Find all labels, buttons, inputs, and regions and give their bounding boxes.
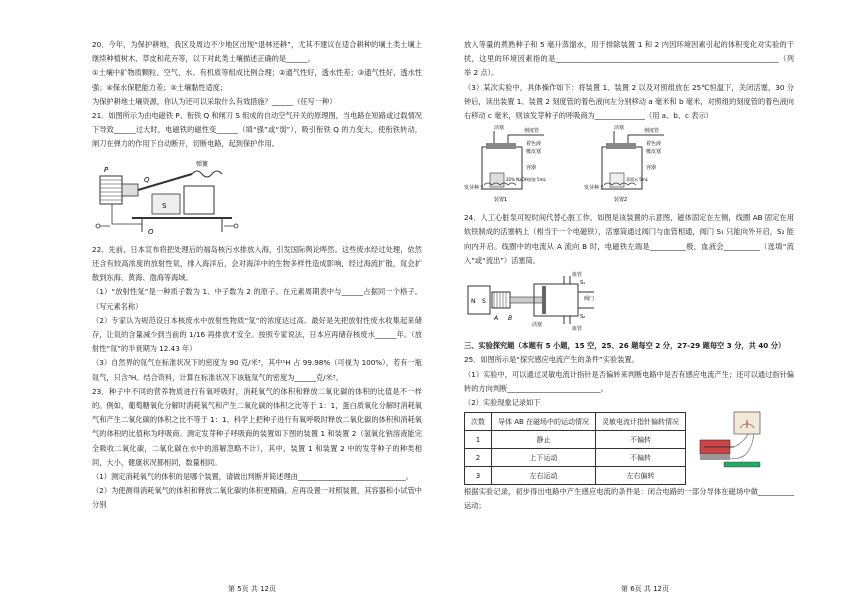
d2-caption: 装置2 bbox=[614, 197, 628, 204]
pump-label-s2: S₂ bbox=[580, 314, 586, 321]
q25-table-row bbox=[464, 410, 794, 485]
table-row bbox=[465, 449, 686, 467]
q20-options: ①土壤中矿物质颗粒、空气、水、有机质等组成比例合理；②通气性好，透水性差；③通气性好，透水性强；④保水保肥能力差；⑤土壤黏性适度； bbox=[92, 68, 422, 92]
table-header: 灵敏电流计指针偏转情况 bbox=[596, 413, 686, 431]
table-header: 导体 AB 在磁场中的运动情况 bbox=[492, 413, 596, 431]
left-column bbox=[92, 38, 422, 513]
galvanometer-setup-illustration bbox=[694, 410, 764, 472]
page-footer-left: 第 5页 共 12页 bbox=[227, 585, 277, 593]
label-P: P bbox=[104, 165, 109, 174]
table-row bbox=[465, 467, 686, 485]
label-spring: 弹簧 bbox=[196, 160, 209, 168]
d2-label-dye: 着色液 bbox=[646, 141, 662, 148]
q21-text: 21．如图所示为由电磁铁 P、衔铁 Q 和闸刀 S 组成的自动空气开关的原理图，当电路在短路或过载情况下导致______过大时，电磁铁的磁性变______（填“强”或“弱”），吸引衔铁 Q 的力变大，使衔铁转动，闸刀在弹力的作用下自动断开，切断电路，起到保护作用。 bbox=[92, 111, 422, 149]
d1-caption: 装置1 bbox=[494, 197, 508, 204]
d2-label-stopper: 橡皮塞 bbox=[646, 149, 662, 156]
d1-label-container: 容器 bbox=[526, 165, 537, 172]
q22-part3: （3）自然界的氚气在标准状况下的密度为 90 克/米³，其中¹H 占 99.98%（可视为 100%），若有一瓶氚气，只含³H。结合资料，计算在标准状况下该瓶氚气的密度为______克/米³。 bbox=[92, 358, 422, 382]
q25-part1: （1）实验中，可以通过灵敏电流计指针是否偏转来判断电路中是否有感应电流产生；还可以通过指针偏转的方向判断__________________________。 bbox=[464, 369, 794, 393]
d2-label-tube: 刻度管 bbox=[644, 128, 660, 135]
q20-text: 20．今年，为保护耕地，我区及周边不少地区出现“退林还耕”，尤其不建议在适合耕种的壤土类土壤上继续种植树木、草皮和花卉等，以下对此类土壤描述正确的是______。 bbox=[92, 40, 422, 64]
pump-label-B: B bbox=[508, 315, 513, 323]
table-cell: 3 bbox=[465, 467, 492, 485]
device1-diagram bbox=[464, 125, 564, 209]
q22-part1: （1）“放射性氚”是一种质子数为 1、中子数为 2 的原子。在元素周期表中与______占据同一个格子。（写元素名称） bbox=[92, 287, 422, 311]
table-row bbox=[465, 431, 686, 449]
heart-pump-diagram bbox=[464, 270, 604, 332]
table-header: 次数 bbox=[465, 413, 492, 431]
table-cell: 2 bbox=[465, 449, 492, 467]
d1-label-piston: 活塞 bbox=[494, 125, 505, 132]
d2-label-container: 容器 bbox=[646, 165, 657, 172]
magnet-S: S bbox=[482, 298, 486, 306]
q23-part2: （2）为使测得消耗氧气的体积和释放二氧化碳的体积更精确，应再设置一对照装置，其容器和小试管中分别 bbox=[92, 486, 422, 510]
respiration-devices-figure bbox=[464, 125, 794, 209]
d1-label-dye: 着色液 bbox=[526, 141, 542, 148]
pump-label-valve: 阀门 bbox=[584, 296, 595, 303]
q23-part3: （3）某次实验中，具体操作如下：将装置 1、装置 2 以及对照组放在 25℃恒温下，关闭活塞，30 分钟后，读出装置 1、装置 2 刻度管的着色液向左分别移动 a 毫米和 b 毫米，对照组的刻度管的着色液向右移动 c 毫米，则该发芽种子的呼吸商为______________（用 a、b、c 表示） bbox=[464, 82, 794, 121]
circuit-breaker-diagram bbox=[92, 154, 242, 236]
q25-part2: （2）实验现象记录如下 bbox=[464, 398, 541, 408]
q24-text: 24．人工心脏泵可短时间代替心脏工作，如图是该装置的示意图，磁体固定在左侧，线圈 AB 固定在用软铁制成的活塞柄上（相当于一个电磁铁），活塞筒通过阀门与血管相通，阀门 S₁ 只能向外开启，S₂ 能向内开启。线圈中的电流从 A 流向 B 时，电磁铁左端是__________极，血液会__________（选填“流入”或“流出”）活塞筒。 bbox=[464, 213, 794, 265]
q22-part2: （2）专家认为规范设日本核废水中放射性物质“氚”的浓度达过高。最好是先把放射性废水收集起来储存，让氚的含量减少到当前的 1/16 再排放才安全。按照专家说法，日本应再储存核废水______年。（放射性“氚”的半衰期为 12.43 年） bbox=[92, 315, 422, 354]
q25-conclusion: 根据实验记录，初步得出电路中产生感应电流的条件是：闭合电路的一部分导体在磁场中做__________运动； bbox=[464, 487, 794, 511]
right-column bbox=[464, 38, 794, 514]
circuit-breaker-figure bbox=[92, 154, 422, 241]
d1-label-tube: 刻度管 bbox=[524, 128, 540, 135]
experiment-record-table bbox=[464, 412, 686, 485]
q25-text: 25．如图所示是“探究感应电流产生的条件”实验装置。 bbox=[464, 355, 639, 365]
q23-part1: （1）测定消耗氧气的体积的是哪个装置，请做出判断并简述理由______________________________。 bbox=[92, 472, 413, 482]
pump-label-s1: S₁ bbox=[580, 280, 586, 287]
q22-text: 22．先前，日本宣布将把处理后的福岛核污水排放入海，引发国际舆论哗然。这些废水经过处理，依然还含有较高浓度的放射性氚，排入海洋后，会对海洋中的生物多样性造成影响，经过海流扩散，氚会扩散到东海、黄海、渤海等海域。 bbox=[92, 244, 422, 283]
table-cell: 静止 bbox=[492, 431, 596, 449]
d1-label-naoh: 20% NaOH溶液 5mL bbox=[506, 177, 546, 183]
label-S: S bbox=[162, 201, 167, 210]
table-cell: 不偏转 bbox=[596, 449, 686, 467]
q23-continued: 放入等量的煮熟种子和 5 毫升蒸馏水，用于排除装置 1 和 2 内因环境因素引起的体积变化对实验的干扰，这里的环境因素指的是______________________________________________________________（列举 2 点）。 bbox=[464, 40, 794, 78]
table-cell: 左右偏转 bbox=[596, 467, 686, 485]
device2-diagram bbox=[584, 125, 684, 209]
d2-label-water: 蒸馏水 5mL bbox=[626, 177, 648, 183]
pump-label-A: A bbox=[494, 315, 499, 323]
heart-pump-figure bbox=[464, 270, 794, 337]
pump-label-vessel-bottom: 血管 bbox=[572, 326, 583, 333]
d1-label-seeds: 发芽种子 bbox=[464, 185, 485, 192]
table-cell: 不偏转 bbox=[596, 431, 686, 449]
d1-label-stopper: 橡皮塞 bbox=[526, 149, 542, 156]
table-cell: 上下运动 bbox=[492, 449, 596, 467]
page-footer-right: 第 6页 共 12页 bbox=[620, 585, 670, 593]
table-header-row bbox=[465, 413, 686, 431]
q20-sub2: 为保护耕地土壤资源，你认为还可以采取什么有效措施？______（任写一种） bbox=[92, 96, 337, 106]
d2-label-piston: 活塞 bbox=[614, 125, 625, 132]
pump-label-vessel-top: 血管 bbox=[572, 272, 583, 279]
pump-label-piston: 活塞 bbox=[532, 322, 543, 329]
label-Q: Q bbox=[144, 175, 150, 184]
q23-text: 23．种子中不同的营养物质进行有氧呼吸时，消耗氧气的体积和释放二氧化碳的体积的比值是不一样的。例如，葡萄糖氧化分解时消耗氧气和产生二氧化碳的体积之比等于 1：1，蛋白质氧化分解时消耗氧气和产生二氧化碳的体积之比不等于 1：1。科学上把种子进行有氧呼吸时释放二氧化碳的体积和消耗氧气的体积的比值称为呼吸商。测定发芽种子呼吸商的装置如下图的装置 1 和装置 2（氢氧化钠溶液能完全吸收二氧化碳，二氧化碳在水中的溶解忽略不计），其中，装置 1 和装置 2 中的发芽种子的种类相同，大小、健康状况都相同，数量相同。 bbox=[92, 386, 422, 467]
label-O: O bbox=[148, 227, 154, 236]
table-cell: 左右运动 bbox=[492, 467, 596, 485]
section-three-heading: 三、实验探究题（本题有 5 小题，15 空，25、26 题每空 2 分，27-29 题每空 3 分，共 40 分） bbox=[464, 341, 786, 351]
right-page bbox=[430, 0, 860, 608]
table-cell: 1 bbox=[465, 431, 492, 449]
magnet-N: N bbox=[471, 298, 476, 306]
d2-label-seeds: 发芽种子 bbox=[584, 185, 605, 192]
